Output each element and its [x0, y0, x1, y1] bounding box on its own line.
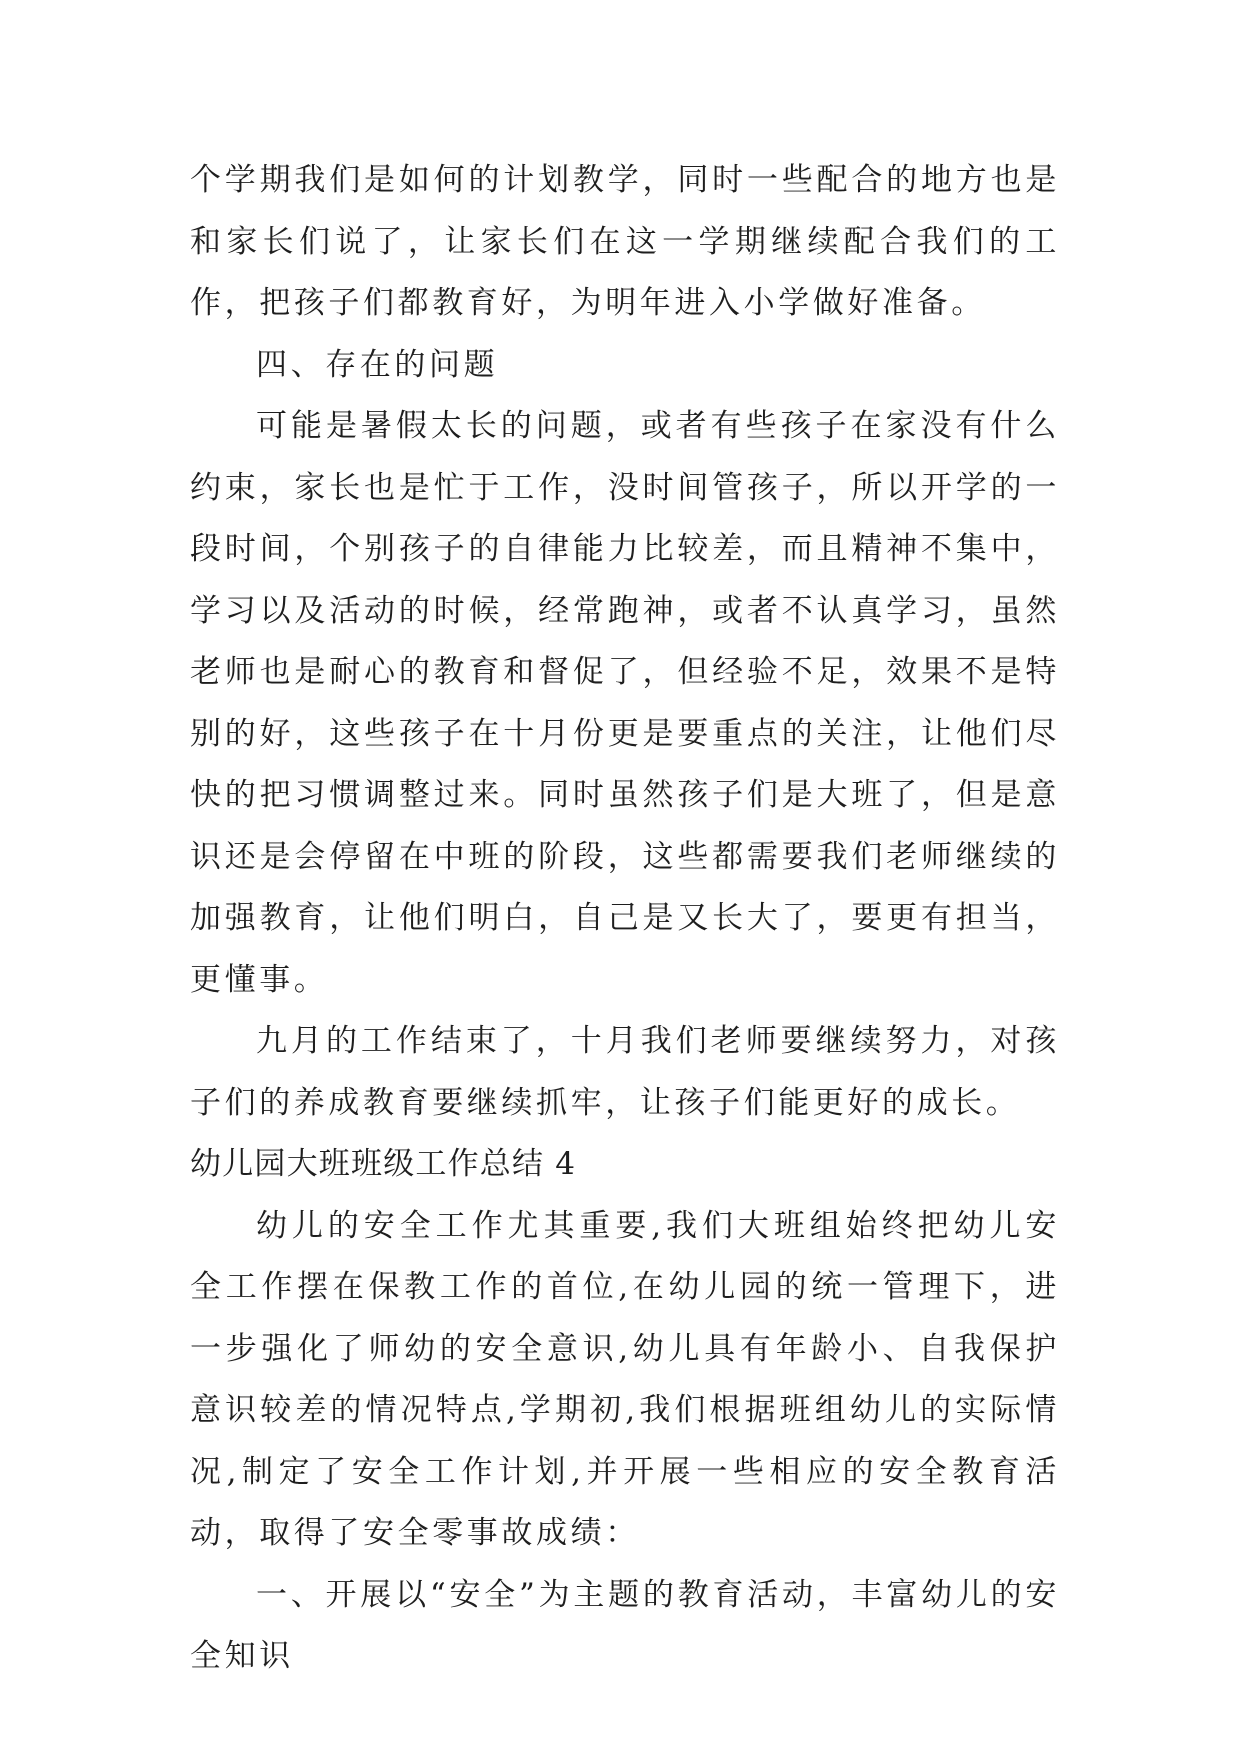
- paragraph-safety-intro: 幼儿的安全工作尤其重要,我们大班组始终把幼儿安全工作摆在保教工作的首位,在幼儿园的统一管理下，进一步强化了师幼的安全意识,幼儿具有年龄小、自我保护意识较差的情况特点,学期初,我们根据班组幼儿的实际情况,制定了安全工作计划,并开展一些相应的安全教育活动，取得了安全零事故成绩：: [190, 1207, 1060, 1551]
- paragraph-conclusion: 九月的工作结束了，十月我们老师要继续努力，对孩子们的养成教育要继续抓牢，让孩子们能更好的成长。: [190, 1023, 1060, 1121]
- section-heading-problems: 四、存在的问题: [256, 346, 499, 383]
- document-title-summary-4: 幼儿园大班班级工作总结 4: [190, 1146, 577, 1182]
- paragraph-problems: 可能是暑假太长的问题，或者有些孩子在家没有什么约束，家长也是忙于工作，没时间管孩子，所以开学的一段时间，个别孩子的自律能力比较差，而且精神不集中，学习以及活动的时候，经常跑神，或者不认真学习，虽然老师也是耐心的教育和督促了，但经验不足，效果不是特别的好，这些孩子在十月份更是要重点的关注，让他们尽快的把习惯调整过来。同时虽然孩子们是大班了，但是意识还是会停留在中班的阶段，这些都需要我们老师继续的加强教育，让他们明白，自己是又长大了，要更有担当，更懂事。: [190, 408, 1060, 998]
- section-heading-safety-activities: 一、开展以“安全”为主题的教育活动，丰富幼儿的安全知识: [190, 1576, 1060, 1674]
- paragraph-continuation: 个学期我们是如何的计划教学，同时一些配合的地方也是和家长们说了，让家长们在这一学期继续配合我们的工作，把孩子们都教育好，为明年进入小学做好准备。: [190, 162, 1060, 321]
- document-body: [190, 150, 1060, 1688]
